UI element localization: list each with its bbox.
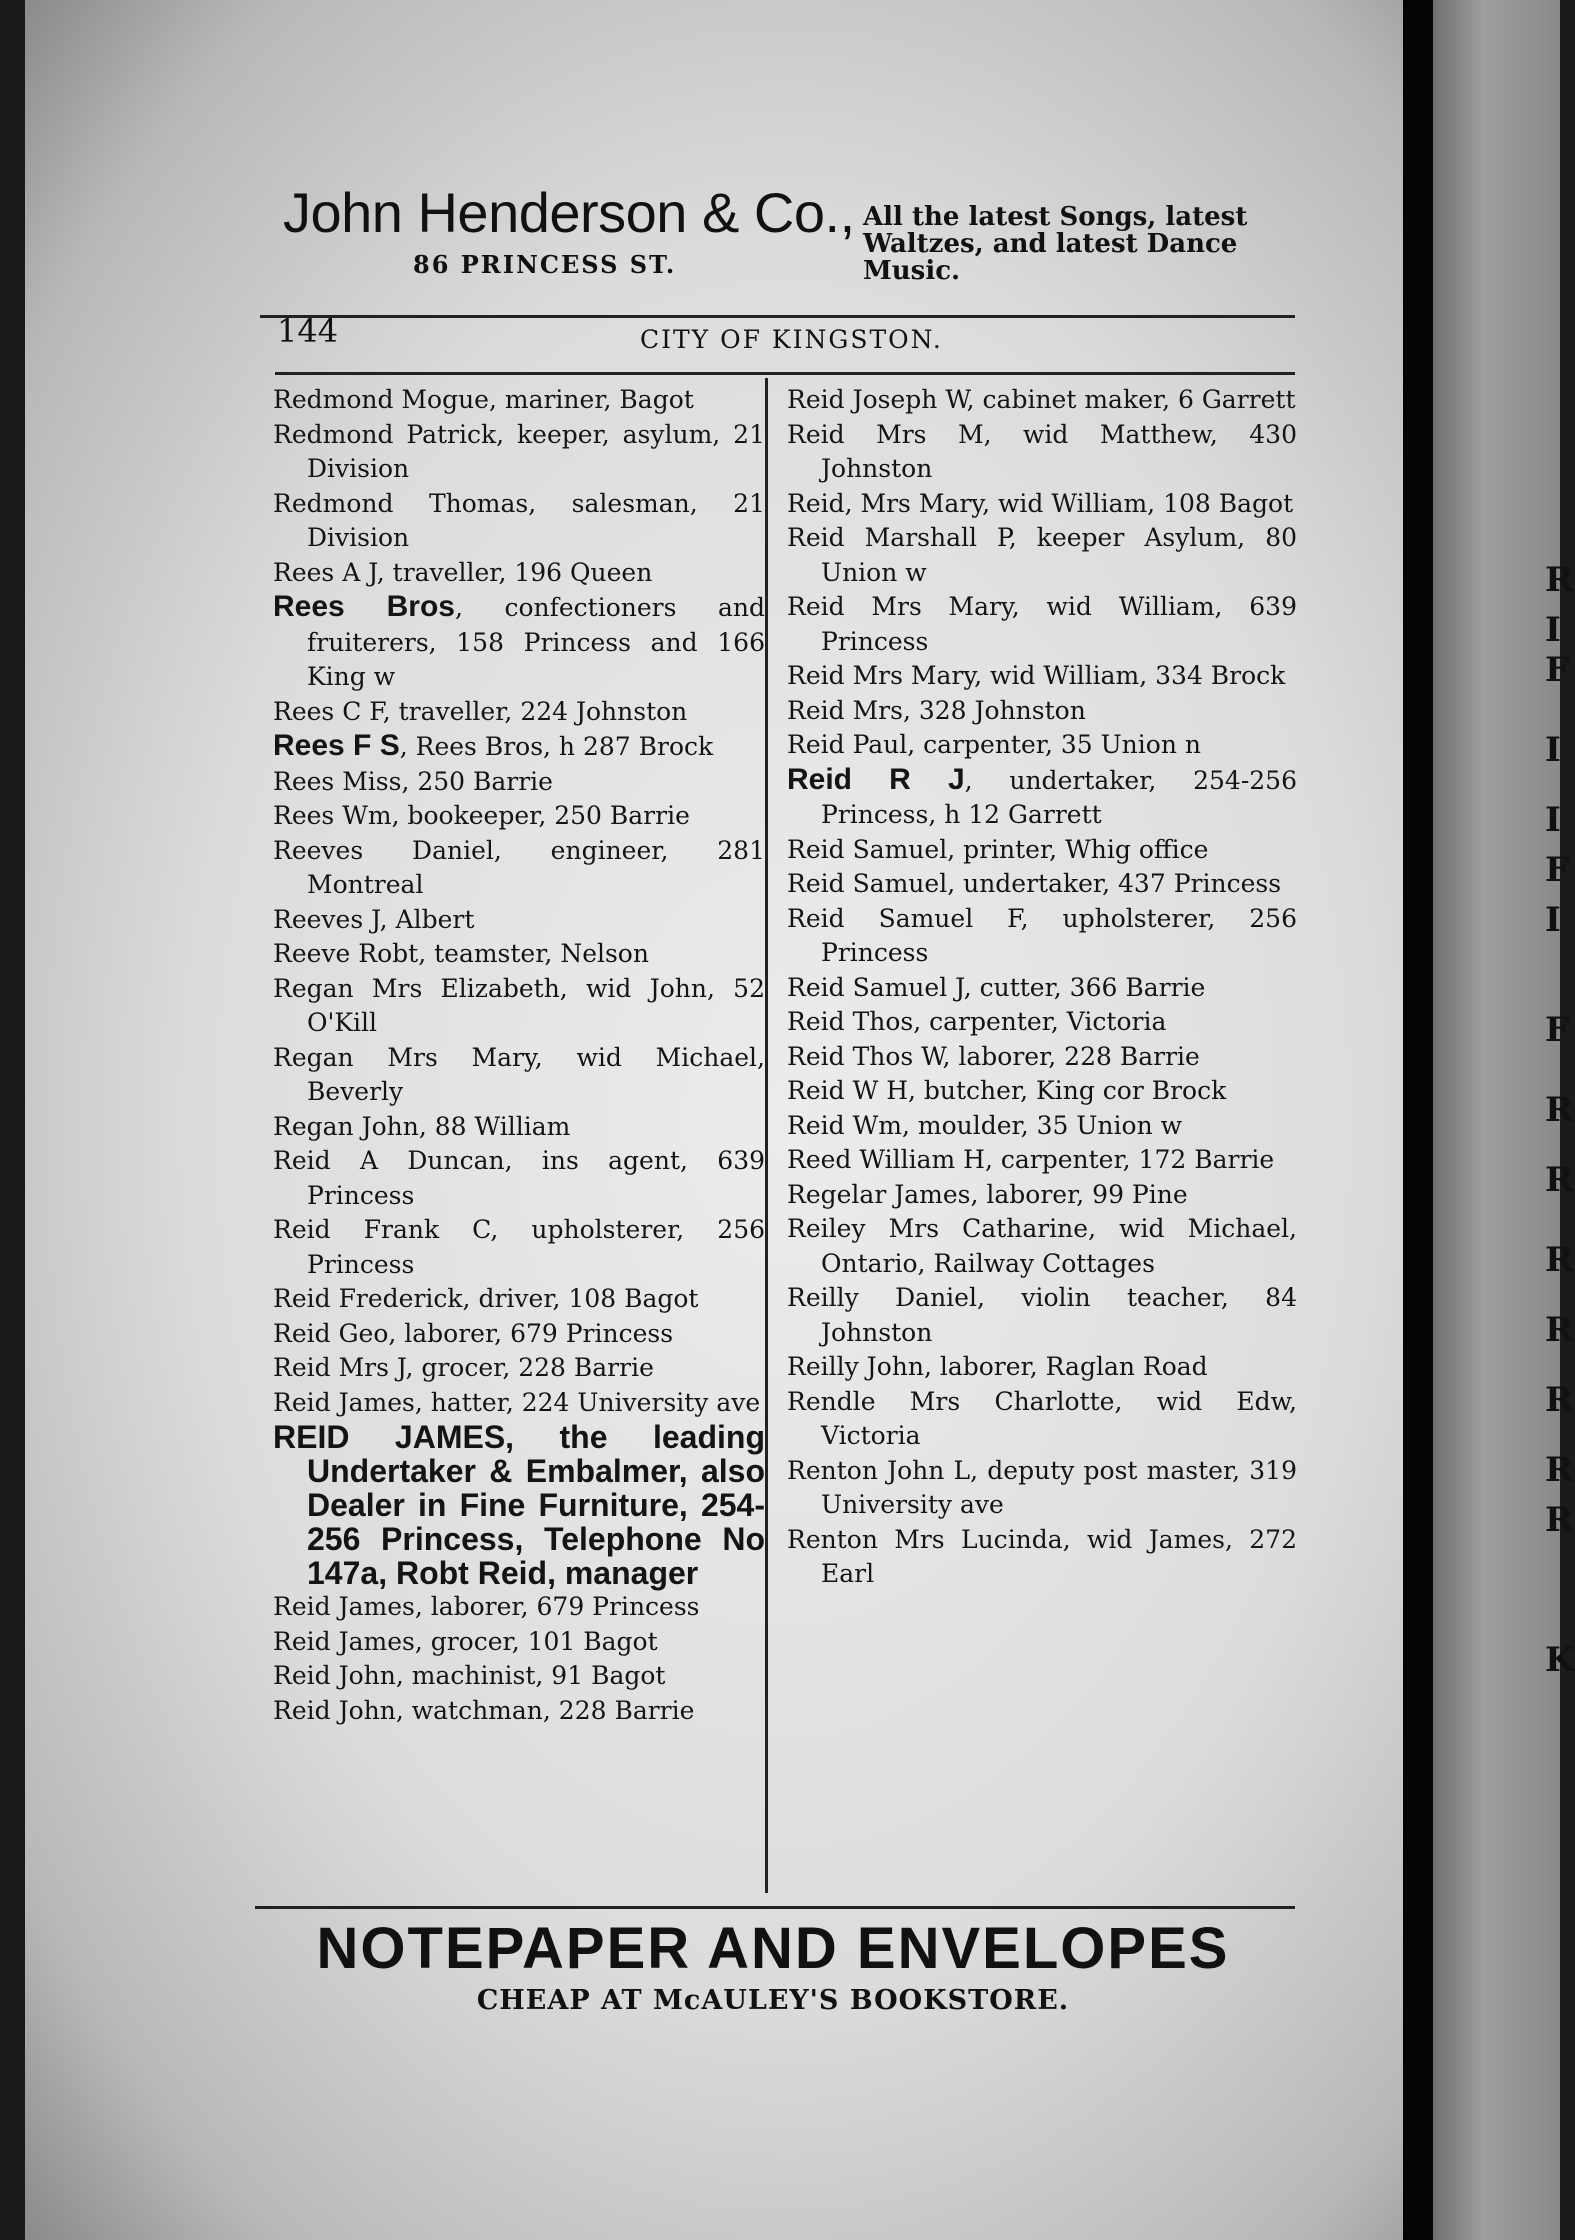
directory-page [25, 0, 1403, 2240]
adjacent-page-letter: R [1545, 1380, 1574, 1420]
directory-entry: Reid Frank C, upholsterer, 256 Princess [273, 1215, 765, 1279]
directory-entry: Reid James, grocer, 101 Bagot [273, 1626, 658, 1656]
advertisement-entry: REID JAMES, the leading Undertaker & Embalmer, also Dealer in Fine Furniture, 254-256 Princess, Telephone No 147a, Robt Reid, manager [273, 1419, 765, 1591]
directory-entry: Reeves J, Albert [273, 904, 475, 934]
directory-entry: Rees A J, traveller, 196 Queen [273, 557, 653, 587]
directory-entry: Regan Mrs Elizabeth, wid John, 52 O'Kill [273, 973, 765, 1037]
firm-slogan: All the latest Songs, latest Waltzes, and latest Dance Music. [863, 202, 1248, 286]
directory-entry: Reid Joseph W, cabinet maker, 6 Garrett [787, 385, 1296, 414]
directory-entry: Reid Samuel, printer, Whig office [787, 834, 1209, 864]
directory-entry: Reid Samuel F, upholsterer, 256 Princess [787, 903, 1297, 967]
directory-entry: Reid John, watchman, 228 Barrie [273, 1695, 695, 1725]
directory-entry: Regan John, 88 William [273, 1111, 571, 1141]
header-advertisement [255, 180, 1305, 300]
page-gutter [1403, 0, 1433, 2240]
title-rule [275, 372, 1295, 375]
firm-name: John Henderson & Co., [283, 181, 855, 244]
directory-entry: Reid Marshall P, keeper Asylum, 80 Union w [787, 523, 1297, 587]
page-number: 144 [277, 312, 339, 350]
directory-entry: Reid A Duncan, ins agent, 639 Princess [273, 1146, 765, 1210]
adjacent-page-letter: R [1545, 560, 1574, 600]
directory-entry: Reid John, machinist, 91 Bagot [273, 1661, 666, 1690]
adjacent-page-letter: R [1545, 1310, 1574, 1350]
directory-entry: Reid Mrs, 328 Johnston [787, 695, 1086, 725]
entry-text: , confectioners and fruiterers, 158 Princess and 166 King w [307, 593, 765, 691]
directory-entry: Reid James, hatter, 224 University ave [273, 1387, 761, 1417]
adjacent-page-letter: R [1545, 1500, 1574, 1540]
directory-entry: Reid Geo, laborer, 679 Princess [273, 1318, 674, 1348]
directory-entry: Reid Mrs M, wid Matthew, 430 Johnston [787, 419, 1297, 483]
directory-entry: Reid Mrs Mary, wid William, 639 Princess [787, 592, 1297, 656]
adjacent-page-edge [1433, 0, 1575, 2240]
adjacent-page-letter: R [1545, 1160, 1574, 1200]
adjacent-page-letter: F [1545, 1010, 1570, 1050]
directory-entry [273, 590, 765, 695]
entry-bold-name: Rees F S [273, 729, 400, 762]
directory-entry: Regelar James, laborer, 99 Pine [787, 1179, 1188, 1209]
directory-entry: Renton Mrs Lucinda, wid James, 272 Earl [787, 1524, 1297, 1588]
directory-entry: Redmond Mogue, mariner, Bagot [273, 385, 694, 414]
directory-entry: Regan Mrs Mary, wid Michael, Beverly [273, 1042, 765, 1106]
firm-address: 86 PRINCESS ST. [413, 250, 677, 279]
directory-entry: Reid Thos, carpenter, Victoria [787, 1007, 1167, 1036]
directory-entry: Redmond Thomas, salesman, 21 Division [273, 488, 765, 552]
directory-entry: Reid, Mrs Mary, wid William, 108 Bagot [787, 488, 1294, 518]
directory-entry: Rees Wm, bookeeper, 250 Barrie [273, 801, 690, 830]
adjacent-page-letter: F [1545, 850, 1570, 890]
footer-advertisement-headline: NOTEPAPER AND ENVELOPES [316, 1916, 1230, 1981]
directory-entry: Reid Samuel J, cutter, 366 Barrie [787, 972, 1206, 1002]
entry-bold-name: Rees Bros [273, 590, 455, 623]
adjacent-page-letter: I [1545, 610, 1561, 650]
adjacent-page-letter: R [1545, 1090, 1574, 1130]
footer-rule [255, 1906, 1295, 1909]
entry-text: , undertaker, 254-256 Princess, h 12 Garrett [821, 765, 1297, 829]
entry-bold-name: Reid R J [787, 762, 965, 796]
directory-entry: Reeve Robt, teamster, Nelson [273, 939, 649, 968]
adjacent-page-letter: R [1545, 1240, 1574, 1280]
adjacent-page-letter: K [1545, 1640, 1575, 1680]
directory-entry: Rendle Mrs Charlotte, wid Edw, Victoria [787, 1386, 1297, 1450]
directory-entry: Rees C F, traveller, 224 Johnston [273, 696, 688, 726]
left-column [273, 383, 765, 1728]
directory-entry: Reid W H, butcher, King cor Brock [787, 1076, 1227, 1105]
adjacent-page-letter: I [1545, 730, 1561, 770]
header-rule [260, 315, 1295, 318]
directory-entry: Reid Mrs Mary, wid William, 334 Brock [787, 661, 1286, 690]
directory-entry: Reeves Daniel, engineer, 281 Montreal [273, 835, 765, 899]
footer-advertisement-subline: CHEAP AT McAULEY'S BOOKSTORE. [476, 1985, 1070, 2016]
directory-entry: Reid Paul, carpenter, 35 Union n [787, 730, 1201, 759]
running-title: CITY OF KINGSTON. [640, 325, 943, 354]
directory-entry: Reed William H, carpenter, 172 Barrie [787, 1145, 1275, 1174]
column-divider [765, 378, 768, 1893]
adjacent-page-letter: I [1545, 900, 1561, 940]
directory-entry: Reiley Mrs Catharine, wid Michael, Ontario, Railway Cottages [787, 1214, 1297, 1278]
right-column [787, 383, 1297, 1592]
directory-entry [273, 729, 765, 765]
directory-entry: Reid Samuel, undertaker, 437 Princess [787, 869, 1282, 898]
entry-text: , Rees Bros, h 287 Brock [399, 732, 714, 761]
directory-entry: Reilly John, laborer, Raglan Road [787, 1352, 1208, 1381]
directory-entry: Rees Miss, 250 Barrie [273, 766, 553, 796]
directory-entry [787, 763, 1297, 833]
directory-entry: Reid Thos W, laborer, 228 Barrie [787, 1041, 1200, 1071]
adjacent-page-letter: R [1545, 1450, 1574, 1490]
directory-entry: Reid James, laborer, 679 Princess [273, 1592, 700, 1621]
directory-entry: Redmond Patrick, keeper, asylum, 21 Division [273, 419, 765, 483]
directory-entry: Reilly Daniel, violin teacher, 84 Johnston [787, 1283, 1297, 1347]
directory-entry: Reid Mrs J, grocer, 228 Barrie [273, 1353, 654, 1382]
directory-entry: Reid Wm, moulder, 35 Union w [787, 1110, 1183, 1140]
adjacent-page-letter: I [1545, 800, 1561, 840]
adjacent-page-letter: F [1545, 650, 1570, 690]
directory-entry: Reid Frederick, driver, 108 Bagot [273, 1284, 699, 1313]
directory-entry: Renton John L, deputy post master, 319 University ave [787, 1455, 1297, 1519]
